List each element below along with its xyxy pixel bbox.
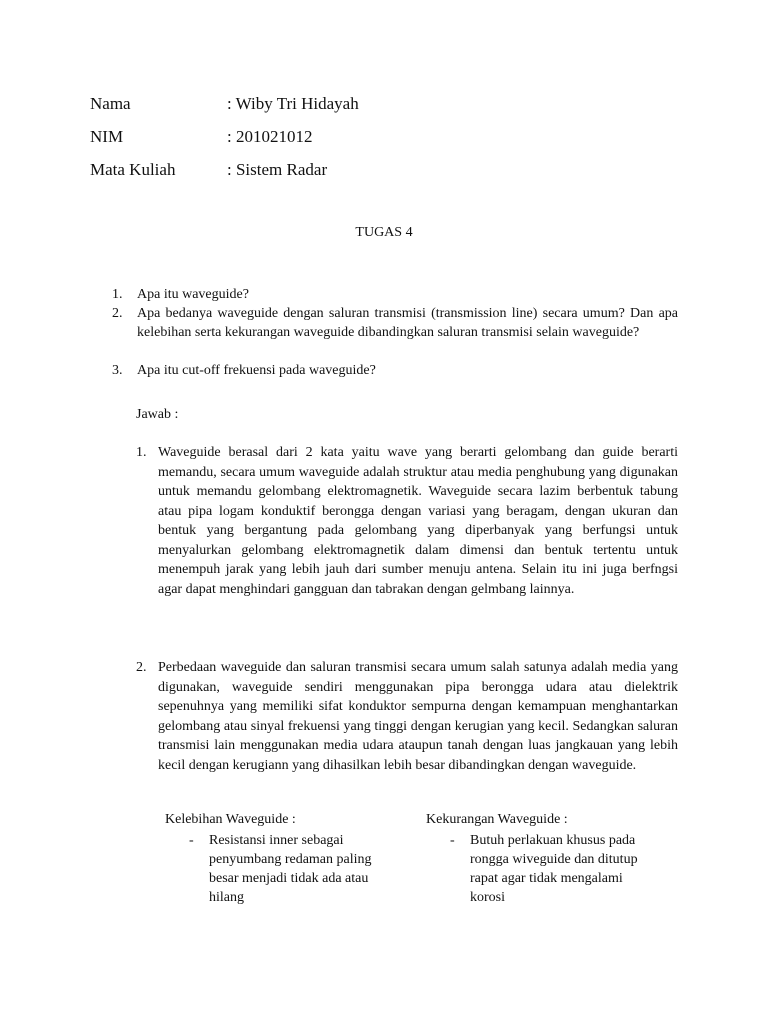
mata-kuliah-value: : Sistem Radar: [227, 160, 328, 179]
nim-label: NIM: [90, 127, 124, 146]
kekurangan-heading: Kekurangan Waveguide :: [426, 812, 568, 827]
nama-label: Nama: [90, 94, 131, 113]
jawab-label: Jawab :: [136, 407, 179, 422]
bullet-dash: -: [450, 833, 455, 848]
answer-text: Waveguide berasal dari 2 kata yaitu wave yang berarti gelombang dan guide berarti memandu, secara umum waveguide adalah struktur atau media penghubung yang digunakan untuk memandu gelombang elektromagnetik. Waveguide secara lazim berbentuk tabung atau pipa logam konduktif berongga dengan variasi yang beragam, dengan ukuran dan bentuk yang bergantung pada gelombang yang diperbanyak yang berfungsi untuk menyalurkan gelombang elektromagnetik dalam dimensi dan bentuk tertentu untuk menempuh jarak yang lebih jauh dari sumber menuju antena. Selain itu ini juga berfngsi agar dapat menghindari gangguan dan tabrakan dengan gelmbang lainnya.: [158, 445, 678, 597]
answer-text: Perbedaan waveguide dan saluran transmisi secara umum salah satunya adalah media yang digunakan, waveguide sendiri menggunakan pipa berongga udara atau dielektrik sepenuhnya yang memiliki sifat konduktor sempurna dengan kemampuan menghantarkan gelombang atau sinyal frekuensi yang tinggi dengan kerugian yang kecil. Sedangkan saluran transmisi lain menggunakan media udara ataupun tanah dengan luas jangkauan yang lebih kecil dengan kerugiann yang dihasilkan lebih besar dibandingkan dengan waveguide.: [158, 660, 678, 773]
nama-value: : Wiby Tri Hidayah: [227, 94, 359, 113]
bullet-dash: -: [189, 833, 194, 848]
mata-kuliah-label: Mata Kuliah: [90, 160, 176, 179]
answer-number: 2.: [136, 660, 147, 675]
page-title: TUGAS 4: [355, 225, 413, 240]
kelebihan-heading: Kelebihan Waveguide :: [165, 812, 296, 827]
nim-value: : 201021012: [227, 127, 313, 146]
question-number: 1.: [112, 287, 123, 302]
question-text: Apa bedanya waveguide dengan saluran transmisi (transmission line) secara umum? Dan apa kelebihan serta kekurangan waveguide dibandingkan saluran transmisi selain waveguide?: [137, 306, 678, 340]
question-number: 3.: [112, 363, 123, 378]
kekurangan-item-text: Butuh perlakuan khusus pada rongga wiveguide dan ditutup rapat agar tidak mengalami korosi: [470, 833, 638, 905]
question-number: 2.: [112, 306, 123, 321]
answer-number: 1.: [136, 445, 147, 460]
question-text: Apa itu waveguide?: [137, 287, 249, 302]
question-text: Apa itu cut-off frekuensi pada waveguide?: [137, 363, 376, 378]
kelebihan-item-text: Resistansi inner sebagai penyumbang redaman paling besar menjadi tidak ada atau hilang: [209, 833, 372, 905]
